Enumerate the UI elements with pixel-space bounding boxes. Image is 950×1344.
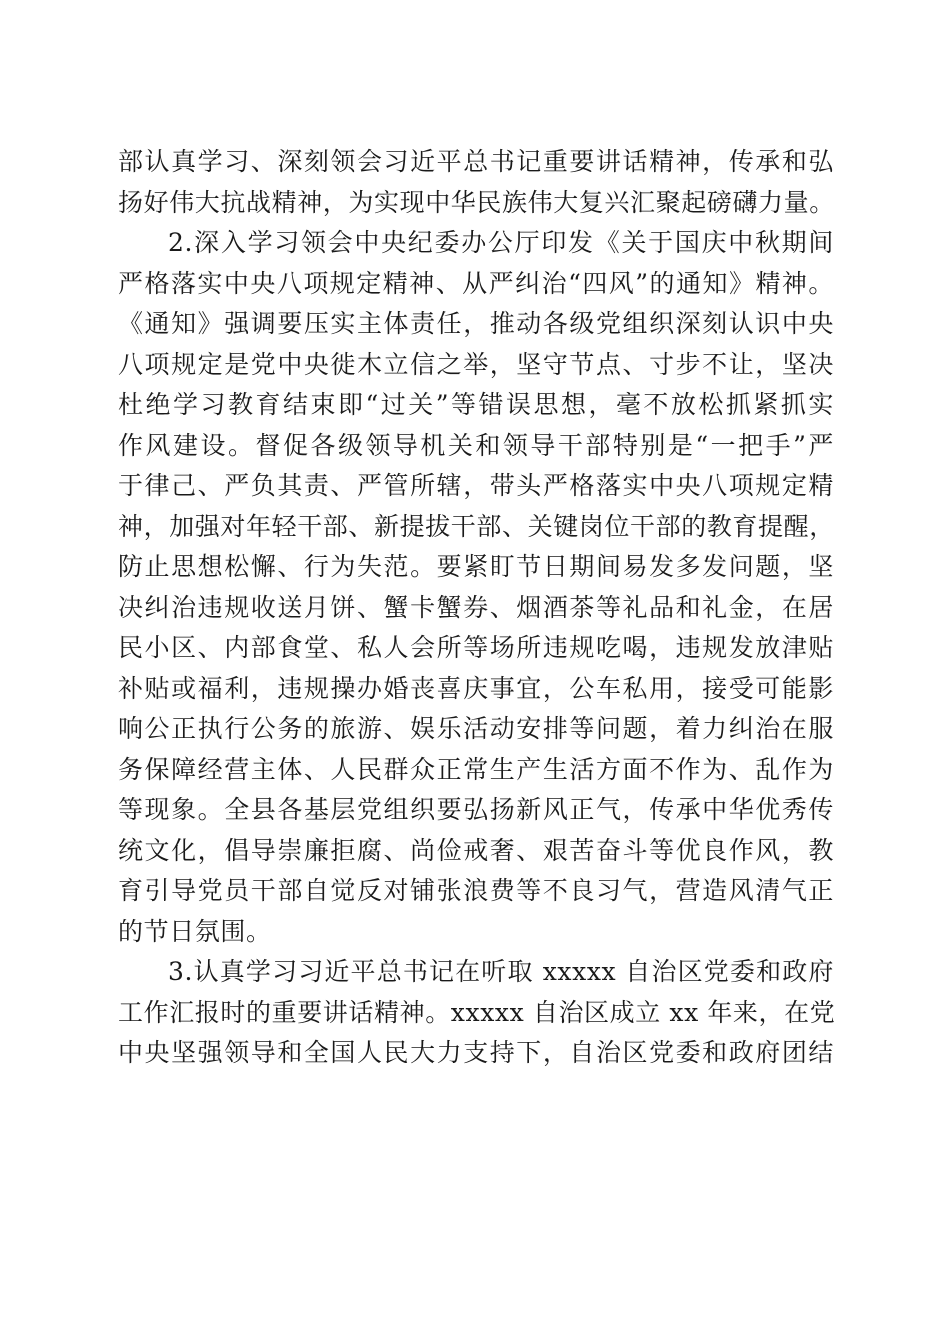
text-line: 决纠治违规收送月饼、蟹卡蟹券、烟酒茶等礼品和礼金，在居 [118, 592, 834, 622]
text-line: 作风建设。督促各级领导机关和领导干部特别是“一把手”严 [118, 430, 834, 460]
text-line: 中央坚强领导和全国人民大力支持下，自治区党委和政府团结 [118, 1038, 834, 1067]
text-line: 2.深入学习领会中央纪委办公厅印发《关于国庆中秋期间 [168, 228, 834, 257]
text-line: 神，加强对年轻干部、新提拔干部、关键岗位干部的教育提醒， [118, 511, 835, 541]
text-line: 部认真学习、深刻领会习近平总书记重要讲话精神，传承和弘 [118, 147, 834, 176]
text-line: 防止思想松懈、行为失范。要紧盯节日期间易发多发问题，坚 [118, 552, 834, 581]
text-line: 民小区、内部食堂、私人会所等场所违规吃喝，违规发放津贴 [118, 633, 834, 662]
text-line: 等现象。全县各基层党组织要弘扬新风正气，传承中华优秀传 [118, 795, 834, 824]
document-body [118, 142, 834, 1074]
text-line: 于律己、严负其责、严管所辖，带头严格落实中央八项规定精 [118, 471, 834, 500]
text-line: 育引导党员干部自觉反对铺张浪费等不良习气，营造风清气正 [118, 876, 834, 905]
text-line: 严格落实中央八项规定精神、从严纠治“四风”的通知》精神。 [118, 268, 834, 298]
text-line: 扬好伟大抗战精神，为实现中华民族伟大复兴汇聚起磅礴力量。 [118, 187, 835, 217]
text-line: 3.认真学习习近平总书记在听取 xxxxx 自治区党委和政府 [168, 957, 834, 986]
text-line: 八项规定是党中央徙木立信之举，坚守节点、寸步不让，坚决 [118, 349, 834, 379]
text-line: 杜绝学习教育结束即“过关”等错误思想，毫不放松抓紧抓实 [118, 390, 834, 419]
text-line: 响公正执行公务的旅游、娱乐活动安排等问题，着力纠治在服 [118, 714, 834, 743]
text-line: 工作汇报时的重要讲话精神。xxxxx 自治区成立 xx 年来，在党 [118, 997, 836, 1027]
text-line: 《通知》强调要压实主体责任，推动各级党组织深刻认识中央 [118, 309, 834, 338]
text-line: 补贴或福利，违规操办婚丧喜庆事宜，公车私用，接受可能影 [118, 673, 834, 703]
text-line: 的节日氛围。 [118, 916, 272, 946]
text-line: 务保障经营主体、人民群众正常生产生活方面不作为、乱作为 [118, 754, 834, 784]
text-line: 统文化，倡导崇廉拒腐、尚俭戒奢、艰苦奋斗等优良作风，教 [118, 835, 834, 865]
